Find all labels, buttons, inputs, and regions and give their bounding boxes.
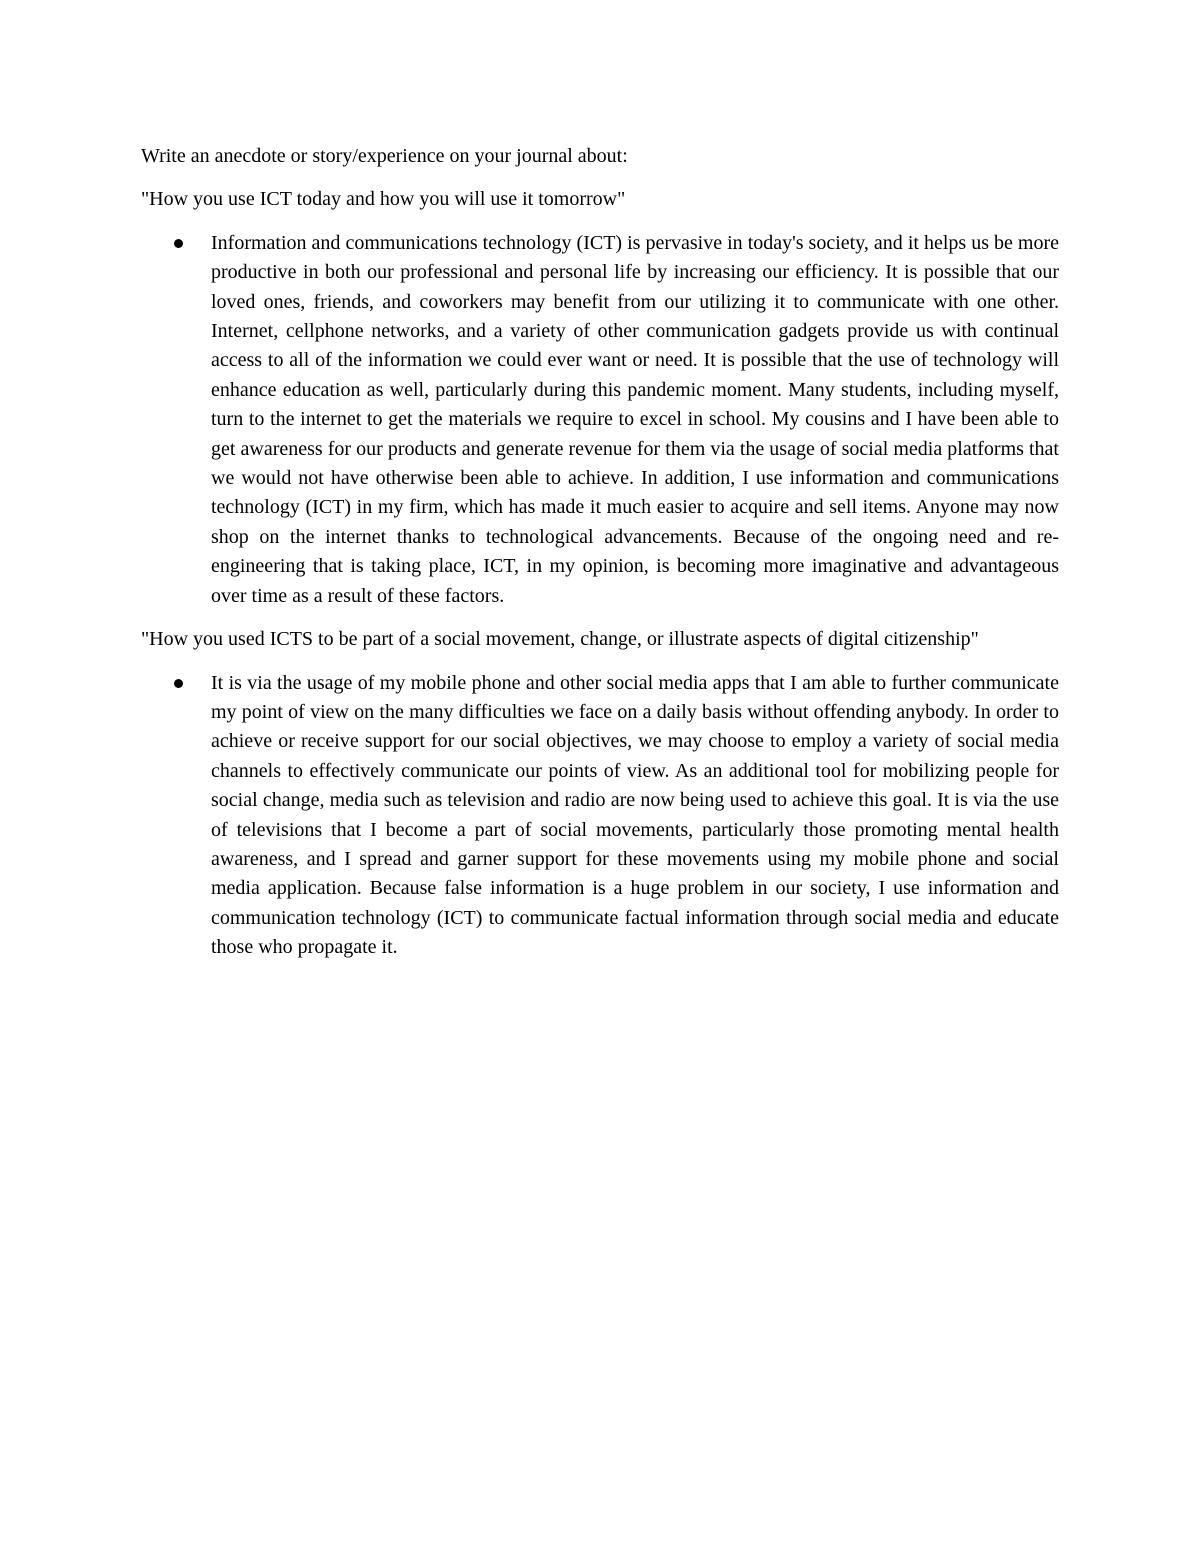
intro-text: Write an anecdote or story/experience on your journal about: [141, 145, 628, 167]
question-2: "How you used ICTS to be part of a social movement, change, or illustrate aspects of digital citizenship" [141, 628, 979, 651]
document-body [141, 142, 1059, 977]
bullet-icon [174, 239, 183, 248]
answer-2-text: It is via the usage of my mobile phone and other social media apps that I am able to further communicate my point of view on the many difficulties we face on a daily basis without offending anybody. In order to achieve or receive support for our social objectives, we may choose to employ a variety of social media channels to effectively communicate our points of view. As an additional tool for mobilizing people for social change, media such as television and radio are now being used to achieve this goal. It is via the use of televisions that I become a part of social movements, particularly those promoting mental health awareness, and I spread and garner support for these movements using my mobile phone and social media application. Because false information is a huge problem in our society, I use information and communication technology (ICT) to communicate factual information through social media and educate those who propagate it. [211, 671, 1059, 959]
answer-list-2 [141, 669, 1059, 963]
answer-1-text: Information and communications technology (ICT) is pervasive in today's society, and it helps us be more productive in both our professional and personal life by increasing our efficiency. It is possible that our loved ones, friends, and coworkers may benefit from our utilizing it to communicate with one other. Internet, cellphone networks, and a variety of other communication gadgets provide us with continual access to all of the information we could ever want or need. It is possible that the use of technology will enhance education as well, particularly during this pandemic moment. Many students, including myself, turn to the internet to get the materials we require to excel in school. My cousins and I have been able to get awareness for our products and generate revenue for them via the usage of social media platforms that we would not have otherwise been able to achieve. In addition, I use information and communications technology (ICT) in my firm, which has made it much easier to acquire and sell items. Anyone may now shop on the internet thanks to technological advancements. Because of the ongoing need and re-engineering that is taking place, ICT, in my opinion, is becoming more imaginative and advantageous over time as a result of these factors. [211, 231, 1059, 607]
list-item [141, 669, 1059, 963]
bullet-icon [174, 679, 183, 688]
question-1: "How you use ICT today and how you will use it tomorrow" [141, 188, 626, 211]
list-item [141, 229, 1059, 611]
answer-list-1 [141, 229, 1059, 611]
